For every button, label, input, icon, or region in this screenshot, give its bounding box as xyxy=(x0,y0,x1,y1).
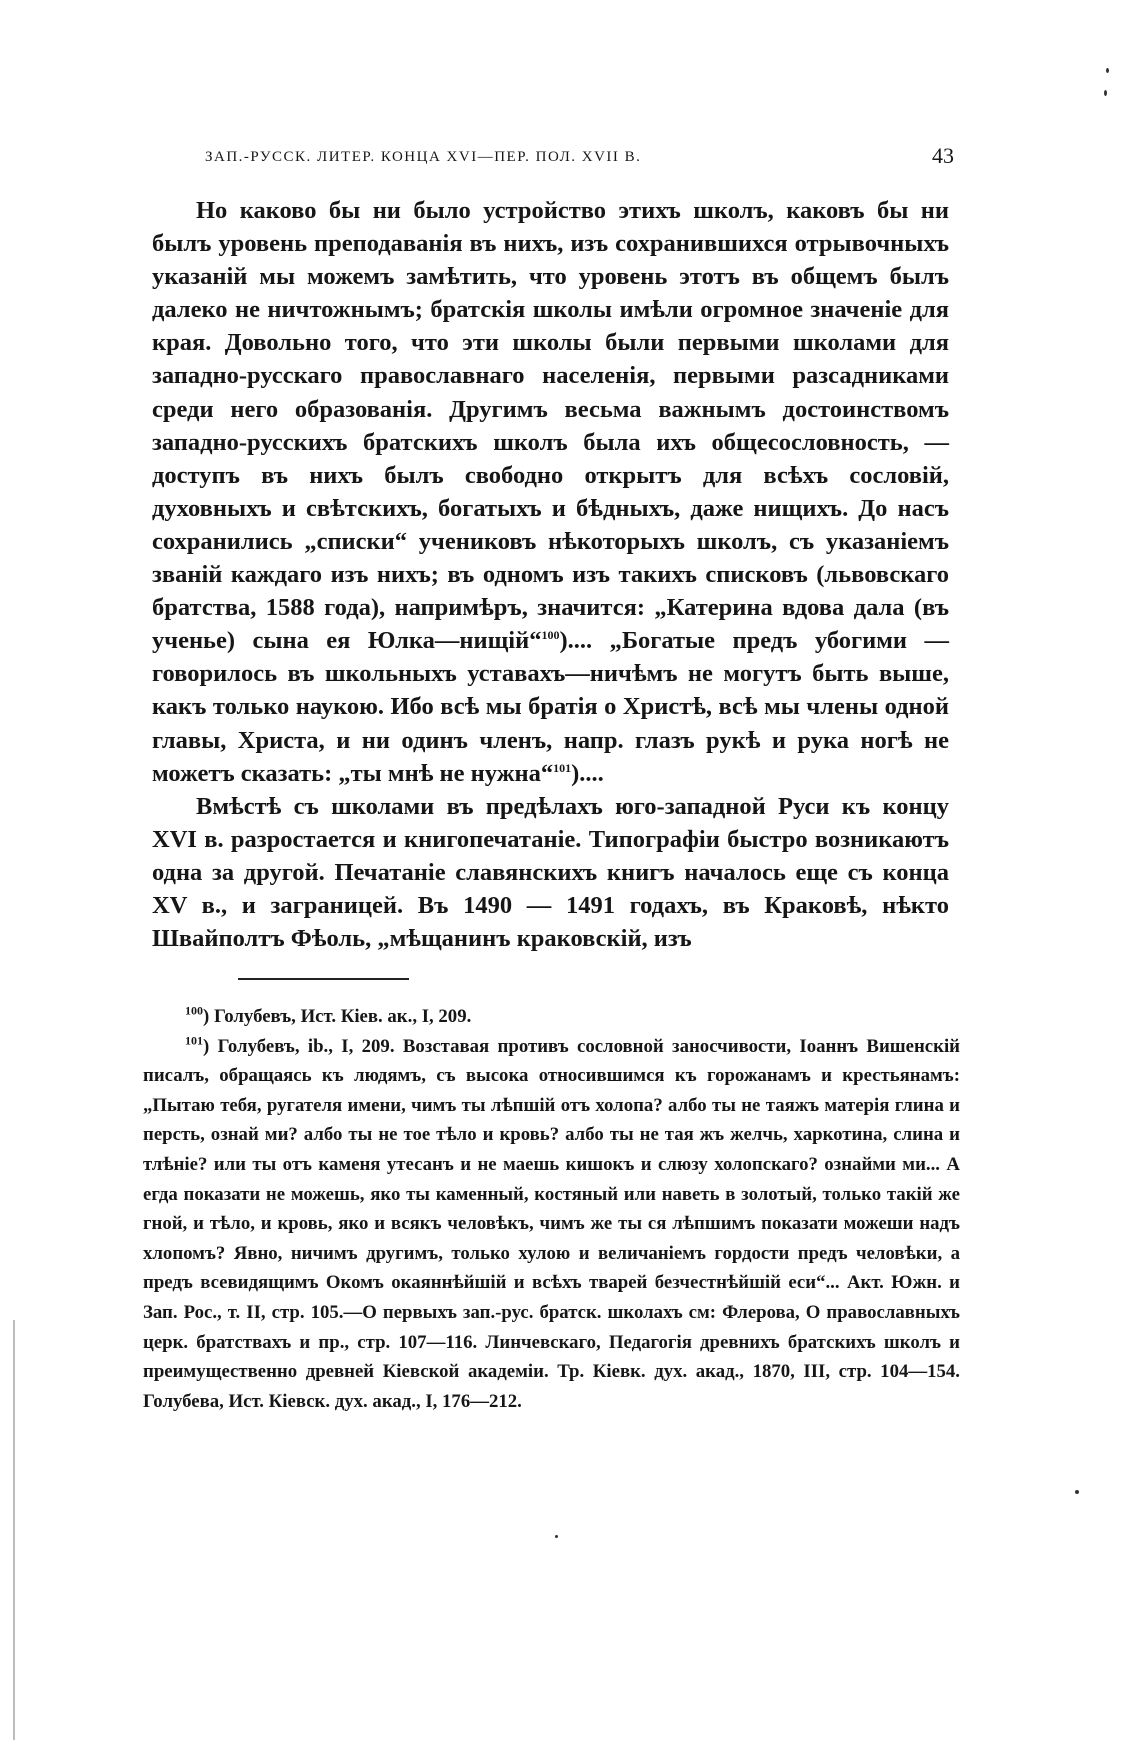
footnote-101-marker: 101 xyxy=(185,1033,203,1048)
footnote-ref-101: 101 xyxy=(553,760,572,775)
page-header xyxy=(155,143,962,173)
footnote-100 xyxy=(143,1002,960,1032)
scan-speck xyxy=(555,1535,558,1538)
paragraph-1 xyxy=(152,194,949,790)
body-text xyxy=(152,194,949,955)
footnote-101 xyxy=(143,1032,960,1417)
scan-speck xyxy=(1106,68,1109,73)
footnote-100-text: ) Голубевъ, Ист. Кіев. ак., I, 209. xyxy=(203,1006,472,1027)
page-number: 43 xyxy=(932,143,954,168)
paragraph-1-text: Но каково бы ни было устройство этихъ школъ, каковъ бы ни былъ уровень преподаванія въ нихъ, изъ сохранившихся отрывочныхъ указаній мы можемъ замѣтить, что уровень этотъ въ общемъ былъ далеко не ничтожнымъ; братскія школы имѣли огромное значеніе для края. Довольно того, что эти школы были первыми школами для западно-русскаго православнаго населенія, первыми разсадниками среди него образованія. Другимъ весьма важнымъ достоинствомъ западно-русскихъ братскихъ школъ была ихъ общесословность, — доступъ въ нихъ былъ свободно открытъ для всѣхъ сословій, духовныхъ и свѣтскихъ, богатыхъ и бѣдныхъ, даже нищихъ. До насъ сохранились „списки“ учениковъ нѣкоторыхъ школъ, съ указаніемъ званій каждаго изъ нихъ; въ одномъ изъ такихъ списковъ (львовскаго братства, 1588 года), напримѣръ, значится: „Катерина вдова дала (въ ученье) сына ея Юлка—нищій“ xyxy=(152,197,949,655)
running-head: ЗАП.-РУСCК. ЛИТЕР. КОНЦА XVI—ПЕР. ПОЛ. XVII В. xyxy=(205,149,642,165)
paragraph-1-continuation: ).... „Богатые предъ убогими — говорилось въ школьныхъ уставахъ—ничѣмъ не могутъ быть выше, какъ только наукою. Ибо всѣ мы братія о Христѣ, всѣ мы члены одной главы, Христа, и ни одинъ членъ, напр. глазъ рукѣ и рука ногѣ не можетъ сказать: „ты мнѣ не нужна“ xyxy=(152,627,949,787)
footnote-100-marker: 100 xyxy=(185,1003,203,1018)
footnote-ref-100: 100 xyxy=(541,628,560,643)
paragraph-2: Вмѣстѣ съ школами въ предѣлахъ юго-западной Руси къ концу XVI в. разростается и книгопечатаніе. Типографіи быстро возникаютъ одна за другой. Печатаніе славянскихъ книгъ началось еще съ конца XV в., и заграницей. Въ 1490 — 1491 годахъ, въ Краковѣ, нѣкто Швайполтъ Фѣоль, „мѣщанинъ краковскій, изъ xyxy=(152,792,949,953)
footnote-rule xyxy=(238,978,409,980)
footnotes xyxy=(143,1002,960,1416)
paragraph-1-end: ).... xyxy=(571,759,604,787)
scan-speck xyxy=(1075,1490,1079,1494)
scan-speck xyxy=(1104,90,1107,96)
scan-edge-line xyxy=(13,1320,15,1740)
footnote-101-text: ) Голубевъ, ib., I, 209. Возставая противъ сословной заносчивости, Іоаннъ Вишенскій писалъ, обращаясь къ людямъ, съ высока относившимся къ горожанамъ и крестьянамъ: „Пытаю тебя, ругателя имени, чимъ ты лѣпшій отъ холопа? албо ты не таяжъ матерія глина и персть, ознай ми? албо ты не тое тѣло и кровь? албо ты не тая жъ желчь, харкотина, слина и тлѣніе? или ты отъ каменя утесанъ и не маешь кишокъ и слюзу холопскаго? ознайми ми... А егда показати не можешь, яко ты каменный, костяный или наветь в золотый, только такій же гной, и тѣло, и кровь, яко и всякъ человѣкъ, чимъ же ты ся лѣпшимъ показати можеши надъ хлопомъ? Явно, ничимъ другимъ, только хулою и величаніемъ гордости предъ человѣки, а предъ всевидящимъ Окомъ окаяннѣйшій и всѣхъ тварей безчестнѣйшій еси“... Акт. Южн. и Зап. Рос., т. II, стр. 105.—О первыхъ зап.-рус. братск. школахъ см: Флерова, О православныхъ церк. братствахъ и пр., стр. 107—116. Линчевскаго, Педагогія древнихъ братскихъ школъ и преимущественно древней Кіевской академіи. Тр. Кіевк. дух. акад., 1870, III, стр. 104—154. Голубева, Ист. Кіевск. дух. акад., I, 176—212. xyxy=(143,1035,960,1412)
